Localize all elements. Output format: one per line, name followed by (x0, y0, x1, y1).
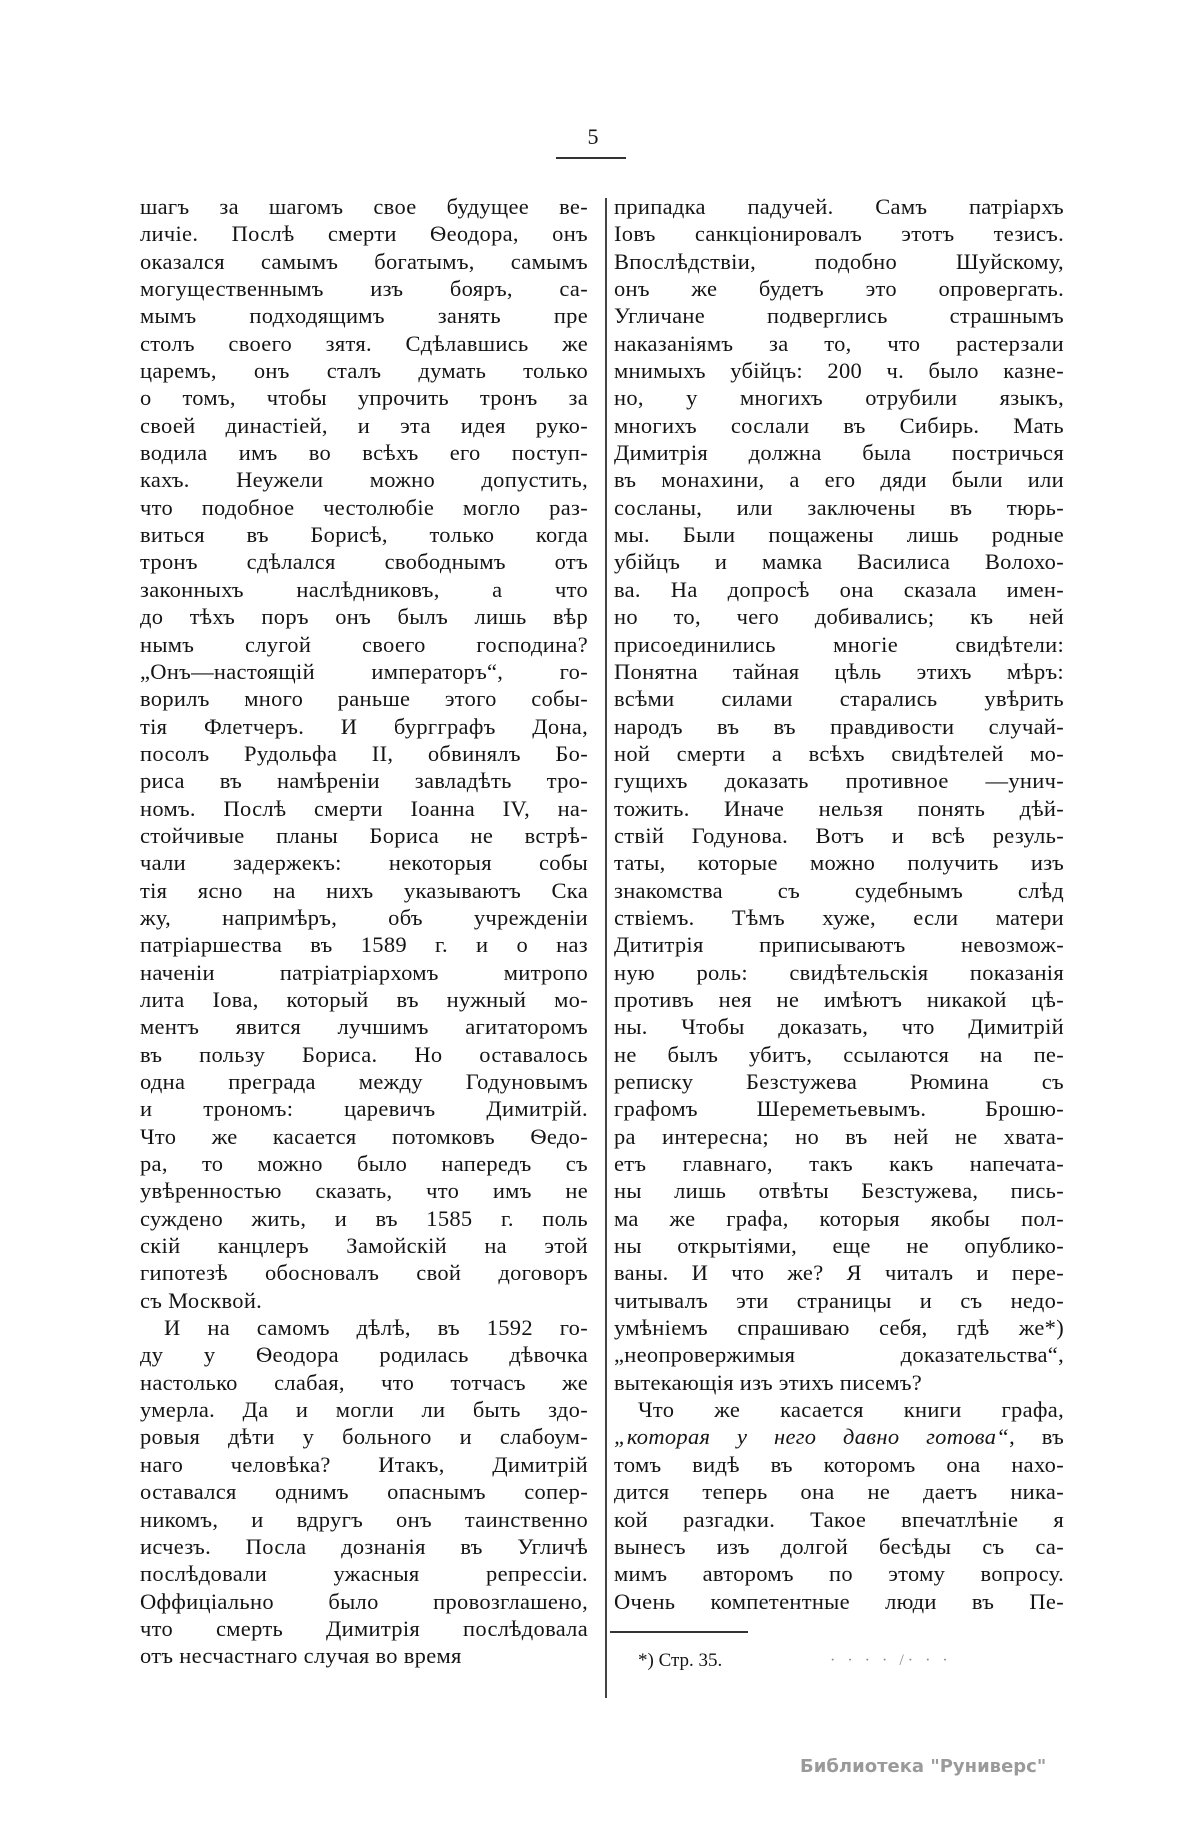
text-line: ную роль: свидѣтельскія показанія (614, 959, 1064, 985)
text-line: томъ видѣ въ которомъ она нахо- (614, 1451, 1064, 1477)
text-line: риса въ намѣреніи завладѣть тро- (140, 768, 588, 794)
text-line: ворилъ много раньше этого собы- (140, 686, 588, 712)
text-line: законныхъ наслѣдниковъ, а что (140, 576, 588, 602)
text-line: Впослѣдствіи, подобно Шуйскому, (614, 248, 1064, 274)
watermark: Библиотека "Руниверс" (800, 1756, 1047, 1777)
text-line: ваны. И что же? Я читалъ и пере- (614, 1260, 1064, 1286)
text-line: но то, чего добивались; къ ней (614, 604, 1064, 630)
text-line: водила имъ во всѣхъ его поступ- (140, 440, 588, 466)
text-line: многихъ сослали въ Сибирь. Мать (614, 412, 1064, 438)
text-line: ма же графа, которыя якобы пол- (614, 1205, 1064, 1231)
text-line: стойчивые планы Бориса не встрѣ- (140, 822, 588, 848)
text-line: патріаршества въ 1589 г. и о наз (140, 932, 588, 958)
column-divider (605, 198, 607, 1698)
text-line: ра, то можно было напередъ съ (140, 1151, 588, 1177)
right-column (614, 193, 1064, 1615)
text-line: присоединились многіе свидѣтели: (614, 631, 1064, 657)
text-line: умерла. Да и могли ли быть здо- (140, 1397, 588, 1423)
text-line: настолько слабая, что тотчасъ же (140, 1369, 588, 1395)
text-line: увѣренностью сказать, что имъ не (140, 1178, 588, 1204)
text-line (614, 1423, 1064, 1450)
italic-quote: „которая у него давно готова“ (614, 1424, 1010, 1450)
text-line: тронъ сдѣлался свободнымъ отъ (140, 549, 588, 575)
page-number-rule (556, 157, 626, 159)
text-line: исчезъ. Посла дознанія въ Угличѣ (140, 1533, 588, 1559)
text-line: ра интересна; но въ ней не хвата- (614, 1123, 1064, 1149)
text-line: тія ясно на нихъ указываютъ Ска (140, 877, 588, 903)
text-line: личіе. Послѣ смерти Ѳеодора, онъ (140, 221, 588, 247)
text-line: въ пользу Бориса. Но оставалось (140, 1041, 588, 1067)
text-line: одна преграда между Годуновымъ (140, 1069, 588, 1094)
text-line: о томъ, чтобы упрочить тронъ за (140, 385, 588, 411)
text-line: кахъ. Неужели можно допустить, (140, 467, 588, 493)
text-line: могущественнымъ изъ бояръ, са- (140, 276, 588, 302)
text-line: всѣми силами старались увѣрить (614, 686, 1064, 712)
text-line: суждено жить, и въ 1585 г. поль (140, 1205, 588, 1231)
text-line: въ монахини, а его дяди были или (614, 467, 1064, 493)
text-line: вынесъ изъ долгой бесѣды съ са- (614, 1533, 1064, 1559)
footnote-rule (610, 1631, 748, 1633)
text-line: ду у Ѳеодора родилась дѣвочка (140, 1342, 588, 1368)
text-line: ной смерти а всѣхъ свидѣтелей мо- (614, 740, 1064, 766)
text-line: Понятна тайная цѣль этихъ мѣръ: (614, 658, 1064, 684)
text-line: вытекающія изъ этихъ писемъ? (614, 1369, 923, 1395)
text-line: и трономъ: царевичъ Димитрій. (140, 1096, 588, 1122)
text-line: не былъ убитъ, ссылаются на пе- (614, 1041, 1064, 1067)
text-line: ва. На допросѣ она сказала имен- (614, 576, 1064, 602)
text-line: гущихъ доказать противное —унич- (614, 768, 1064, 794)
text-line: мы. Были пощажены лишь родные (614, 522, 1064, 548)
text-line: оказался самымъ богатымъ, самымъ (140, 248, 588, 274)
text-line: Іовъ санкціонировалъ этотъ тезисъ. (614, 221, 1064, 247)
text-line: дится теперь она не даетъ ника- (614, 1479, 1064, 1505)
text-line: мимъ авторомъ по этому вопросу. (614, 1561, 1064, 1587)
text-line: противъ нея не имѣютъ никакой цѣ- (614, 986, 1064, 1012)
text-line: наказаніямъ за то, что растерзали (614, 330, 1064, 356)
text-line: послѣдовали ужасныя репрессіи. (140, 1561, 588, 1587)
text-line: ментъ явится лучшимъ агитаторомъ (140, 1014, 588, 1040)
text-line: съ Москвой. (140, 1287, 263, 1313)
text-line: посолъ Рудольфа II, обвинялъ Бо- (140, 740, 588, 766)
text-line: народъ въ въ правдивости случай- (614, 713, 1064, 739)
text-line: ны. Чтобы доказать, что Димитрій (614, 1014, 1064, 1040)
text-line: никомъ, и вдругъ онъ таинственно (140, 1506, 588, 1532)
text-line: Угличане подверглись страшнымъ (614, 303, 1064, 329)
text-line: етъ главнаго, такъ какъ напечата- (614, 1151, 1064, 1177)
text-line: реписку Безстужева Рюмина съ (614, 1069, 1064, 1094)
text-line: кой разгадки. Такое впечатлѣніе я (614, 1506, 1064, 1532)
left-column (140, 193, 588, 1670)
text-line: сосланы, или заключены въ тюрь- (614, 494, 1064, 520)
text-line: таты, которые можно получить изъ (614, 850, 1064, 876)
text-line: припадка падучей. Самъ патріархъ (614, 194, 1064, 219)
text-line: что подобное честолюбіе могло раз- (140, 494, 588, 520)
text-line: тія Флетчеръ. И бургграфъ Дона, (140, 713, 588, 739)
text-line: И на самомъ дѣлѣ, въ 1592 го- (164, 1315, 588, 1341)
text-line: ны лишь отвѣты Безстужева, пись- (614, 1178, 1064, 1204)
page-number: 5 (587, 124, 599, 149)
text-line: столъ своего зятя. Сдѣлавшись же (140, 330, 588, 356)
text-line: наго человѣка? Итакъ, Димитрій (140, 1451, 588, 1477)
text-line: „неопровержимыя доказательства“, (614, 1342, 1064, 1368)
text-line: мымъ подходящимъ занять пре (140, 303, 588, 329)
text-line: отъ несчастнаго случая во время (140, 1643, 462, 1669)
text-line: жу, напримѣръ, объ учрежденіи (140, 904, 588, 930)
text-line: Дититрія приписываютъ невозмож- (614, 932, 1064, 958)
text-line: ровыя дѣти у больного и слабоум- (140, 1424, 588, 1450)
text-line: умѣніемъ спрашиваю себя, гдѣ же*) (614, 1315, 1064, 1341)
line-rest: , въ (1009, 1424, 1065, 1450)
text-line: шагъ за шагомъ свое будущее ве- (140, 194, 588, 219)
text-line: но, у многихъ отрубили языкъ, (614, 385, 1064, 411)
text-line: онъ же будетъ это опровергать. (614, 276, 1064, 302)
text-line: читывалъ эти страницы и съ недо- (614, 1287, 1064, 1313)
text-line: наченіи патріатріархомъ митропо (140, 959, 588, 985)
text-line: Что же касается потомковъ Ѳедо- (140, 1123, 588, 1149)
text-line: знакомства съ судебнымъ слѣд (614, 877, 1064, 903)
footnote: *) Стр. 35. (638, 1650, 723, 1671)
text-line: графомъ Шереметьевымъ. Брошю- (614, 1096, 1064, 1122)
text-line: убійцъ и мамка Василиса Волохо- (614, 549, 1064, 575)
text-line: оставался однимъ опаснымъ сопер- (140, 1479, 588, 1505)
text-line: номъ. Послѣ смерти Іоанна IV, на- (140, 795, 588, 821)
scan-noise: · · · · /· · · (830, 1652, 952, 1669)
text-line: лита Іова, который въ нужный мо- (140, 986, 588, 1012)
text-line: скій канцлеръ Замойскій на этой (140, 1233, 588, 1259)
text-line: нымъ слугой своего господина? (140, 631, 588, 657)
text-line: ствіемъ. Тѣмъ хуже, если матери (614, 904, 1064, 930)
text-line: гипотезѣ обосновалъ свой договоръ (140, 1260, 588, 1286)
text-line: своей династіей, и эта идея руко- (140, 412, 588, 438)
text-line: Димитрія должна была постричься (614, 440, 1064, 466)
text-line: Что же касается книги графа, (638, 1397, 1064, 1423)
text-line: чали задержекъ: некоторыя собы (140, 850, 588, 876)
text-line: царемъ, онъ сталъ думать только (140, 358, 588, 384)
text-line: „Онъ—настоящій императоръ“, го- (140, 658, 588, 684)
text-line: что смерть Димитрія послѣдовала (140, 1615, 588, 1641)
text-line: Очень компетентные люди въ Пе- (614, 1588, 1064, 1614)
text-line: ствій Годунова. Вотъ и всѣ резуль- (614, 822, 1064, 848)
text-line: тожить. Иначе нельзя понять дѣй- (614, 795, 1064, 821)
text-line: до тѣхъ поръ онъ былъ лишь вѣр (140, 604, 588, 630)
text-line: мнимыхъ убійцъ: 200 ч. было казне- (614, 358, 1064, 384)
text-line: Оффиціально было провозглашено, (140, 1588, 588, 1614)
text-line: виться въ Борисѣ, только когда (140, 522, 588, 548)
text-line: ны открытіями, еще не опублико- (614, 1233, 1064, 1259)
